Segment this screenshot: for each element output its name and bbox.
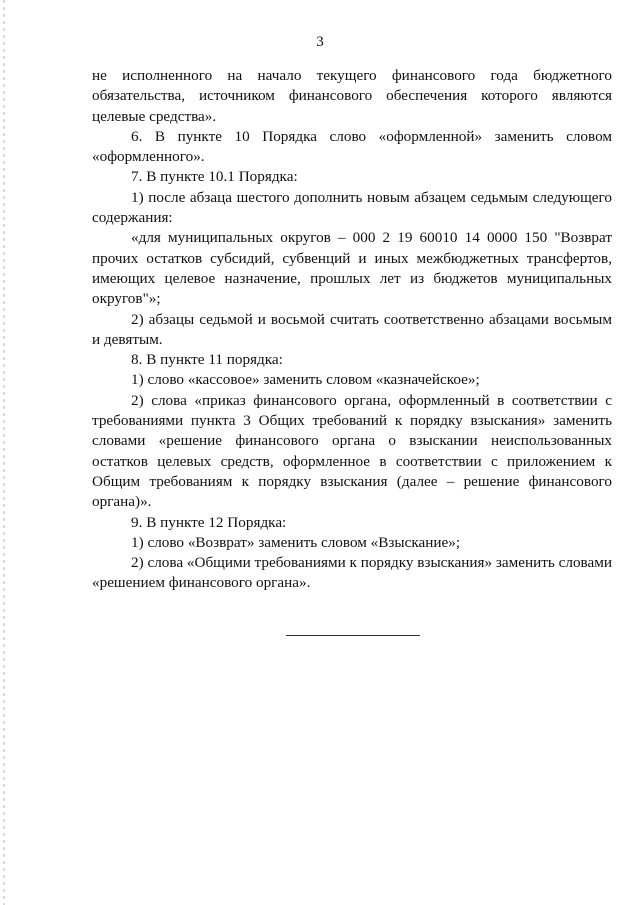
paragraph-item-6: 6. В пункте 10 Порядка слово «оформленной» заменить словом «оформленного».	[92, 127, 612, 166]
paragraph-item-8-2: 2) слова «приказ финансового органа, оформленный в соответствии с требованиями пункта 3 Общих требований к порядку взыскания» заменить словами «решение финансового органа о взыскании неиспользованных остатков целевых средств, оформленное в соответствии с приложением к Общим требованиям к порядку взыскания (далее – решение финансового органа)».	[92, 391, 612, 511]
paragraph-item-9-2: 2) слова «Общими требованиями к порядку взыскания» заменить словами «решением финансового органа».	[92, 554, 612, 592]
document-body	[92, 66, 612, 594]
paragraph-item-9: 9. В пункте 12 Порядка:	[131, 513, 287, 531]
scan-edge-artifact	[3, 0, 5, 905]
paragraph-item-8-1: 1) слово «кассовое» заменить словом «казначейское»;	[131, 371, 480, 389]
end-rule-divider	[286, 635, 420, 636]
paragraph-quote-kbk: «для муниципальных округов – 000 2 19 60010 14 0000 150 "Возврат прочих остатков субсидий, субвенций и иных межбюджетных трансфертов, имеющих целевое назначение, прошлых лет из бюджетов муниципальных округов"»;	[92, 229, 612, 308]
paragraph-item-8: 8. В пункте 11 порядка:	[131, 351, 283, 369]
paragraph-item-9-1: 1) слово «Возврат» заменить словом «Взыскание»;	[131, 533, 461, 551]
paragraph-item-7: 7. В пункте 10.1 Порядка:	[131, 168, 298, 186]
paragraph-item-7-1: 1) после абзаца шестого дополнить новым абзацем седьмым следующего содержания:	[92, 188, 612, 227]
paragraph-continuation: не исполненного на начало текущего финансового года бюджетного обязательства, источником финансового обеспечения которого являются целевые средства».	[92, 67, 612, 125]
paragraph-item-7-2: 2) абзацы седьмой и восьмой считать соответственно абзацами восьмым и девятым.	[92, 310, 612, 348]
page-number: 3	[316, 34, 324, 50]
